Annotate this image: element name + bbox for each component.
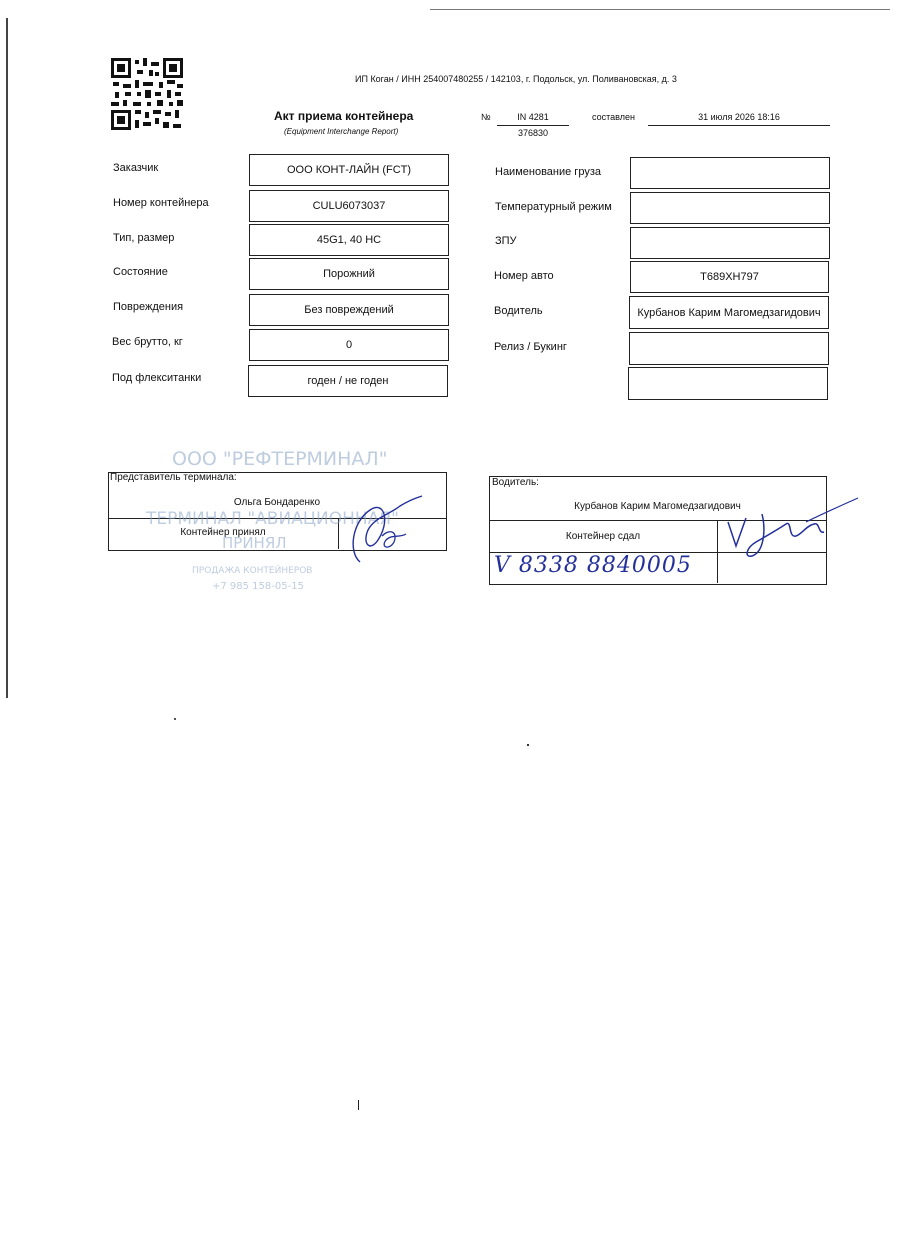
driver-block-name: Курбанов Карим Магомедзагидович: [574, 501, 741, 512]
container-accepted-label: Контейнер принял: [180, 527, 266, 538]
gross-weight-label: Вес брутто, кг: [112, 336, 183, 348]
cargo-name-label: Наименование груза: [495, 166, 601, 178]
stamp-company: ООО "РЕФТЕРМИНАЛ": [172, 448, 388, 470]
gross-weight-value: 0: [249, 329, 449, 361]
type-size-value: 45G1, 40 HC: [249, 224, 449, 256]
seal-label: ЗПУ: [495, 235, 517, 247]
scan-speck: [174, 718, 176, 720]
scan-edge-left: [6, 18, 8, 698]
release-booking-label: Релиз / Букинг: [494, 341, 567, 353]
damages-label: Повреждения: [113, 301, 184, 313]
stamp-terminal: ТЕРМИНАЛ "АВИАЦИОННАЯ": [146, 509, 399, 529]
extra-value: [628, 367, 828, 400]
driver-block-label: Водитель:: [492, 477, 539, 488]
document-subtitle: (Equipment Interchange Report): [284, 127, 399, 136]
cargo-name-value: [630, 157, 830, 189]
container-number-value: CULU6073037: [249, 190, 449, 222]
driver-signature: [722, 494, 862, 560]
flexitank-label: Под флекситанки: [112, 372, 202, 384]
document-title: Акт приема контейнера: [274, 109, 414, 123]
qr-code: [111, 58, 183, 130]
damages-value: Без повреждений: [249, 294, 449, 326]
driver-signature-divider: [717, 520, 718, 583]
document-number-sub: 376830: [517, 128, 549, 138]
terminal-signature: [340, 492, 430, 572]
number-label: №: [481, 112, 491, 122]
vehicle-number-value: Т689ХН797: [630, 261, 829, 293]
temperature-label: Температурный режим: [495, 201, 612, 213]
scan-speck: [527, 744, 529, 746]
seal-value: [630, 227, 830, 259]
stamp-accepted: ПРИНЯЛ: [222, 534, 287, 552]
number-underline: [497, 125, 569, 126]
customer-label: Заказчик: [113, 162, 159, 174]
driver-value: Курбанов Карим Магомедзагидович: [629, 296, 829, 329]
customer-value: ООО КОНТ-ЛАЙН (FCT): [249, 154, 449, 186]
terminal-rep-label: Представитель терминала:: [110, 472, 237, 483]
driver-label: Водитель: [494, 305, 543, 317]
issuer-line: ИП Коган / ИНН 254007480255 / 142103, г. Подольск, ул. Поливановская, д. 3: [355, 74, 677, 84]
condition-value: Порожний: [249, 258, 449, 290]
terminal-rep-name: Ольга Бондаренко: [233, 497, 321, 508]
temperature-value: [630, 192, 830, 224]
driver-handwritten-note: V 8338 8840005: [494, 553, 692, 578]
condition-label: Состояние: [113, 266, 168, 278]
stamp-sales: ПРОДАЖА КОНТЕЙНЕРОВ: [192, 566, 313, 576]
document-datetime: 31 июля 2026 18:16: [698, 112, 780, 122]
release-booking-value: [629, 332, 829, 365]
scan-speck: [358, 1100, 359, 1110]
vehicle-number-label: Номер авто: [494, 270, 554, 282]
datetime-underline: [648, 125, 830, 126]
stamp-phone: +7 985 158-05-15: [212, 581, 304, 592]
composed-label: составлен: [592, 112, 635, 122]
scan-edge-top: [430, 9, 890, 10]
container-handed-label: Контейнер сдал: [565, 531, 641, 542]
document-number: IN 4281: [517, 112, 549, 122]
type-size-label: Тип, размер: [113, 232, 175, 244]
flexitank-value: годен / не годен: [248, 365, 448, 397]
container-number-label: Номер контейнера: [113, 197, 209, 209]
